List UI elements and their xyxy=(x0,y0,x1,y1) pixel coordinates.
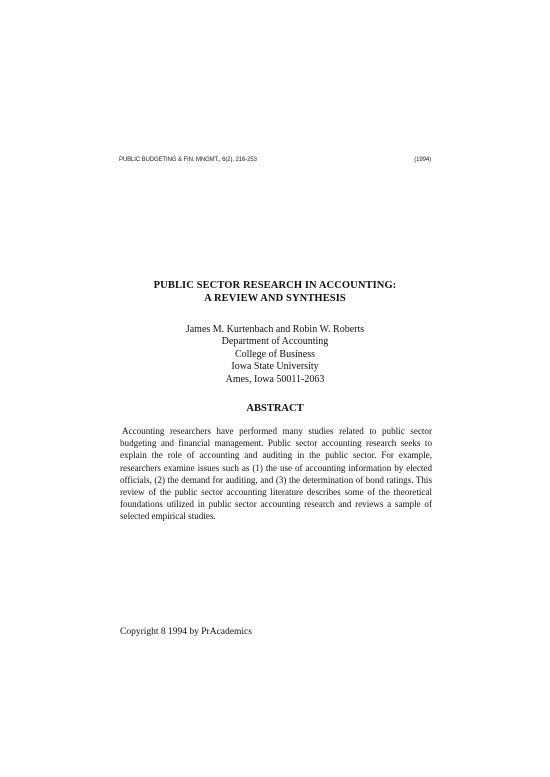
journal-citation: PUBLIC BUDGETING & FIN. MNGMT., 6(2), 216-253 xyxy=(119,157,257,163)
author-university: Iowa State University xyxy=(231,361,319,373)
title-line-1: PUBLIC SECTOR RESEARCH IN ACCOUNTING: xyxy=(153,280,397,291)
copyright-notice: Copyright 8 1994 by PrAcademics xyxy=(120,627,252,637)
title-line-2: A REVIEW AND SYNTHESIS xyxy=(204,292,346,304)
publication-year: (1994) xyxy=(414,157,431,163)
abstract-text: Accounting researchers have performed many studies related to public sector budgeting and financial management. Public sector accounting research seeks to explain the role of accounting and auditing in the public sector. For example, researchers examine issues such as (1) the use of accounting information by elected officials, (2) the demand for auditing, and (3) the determination of bond ratings. This review of the public sector accounting literature describes some of the theoretical foundations utilized in public sector accounting research and reviews a sample of selected empirical studies. xyxy=(120,426,432,522)
author-address: Ames, Iowa 50011-2063 xyxy=(225,373,325,385)
author-department: Department of Accounting xyxy=(221,336,329,348)
author-college: College of Business xyxy=(235,348,315,360)
running-head xyxy=(119,157,431,167)
author-names: James M. Kurtenbach and Robin W. Roberts xyxy=(185,324,365,335)
paper-title xyxy=(100,280,450,305)
author-block xyxy=(100,324,450,386)
abstract-body xyxy=(120,425,432,523)
abstract-heading: ABSTRACT xyxy=(246,403,304,414)
